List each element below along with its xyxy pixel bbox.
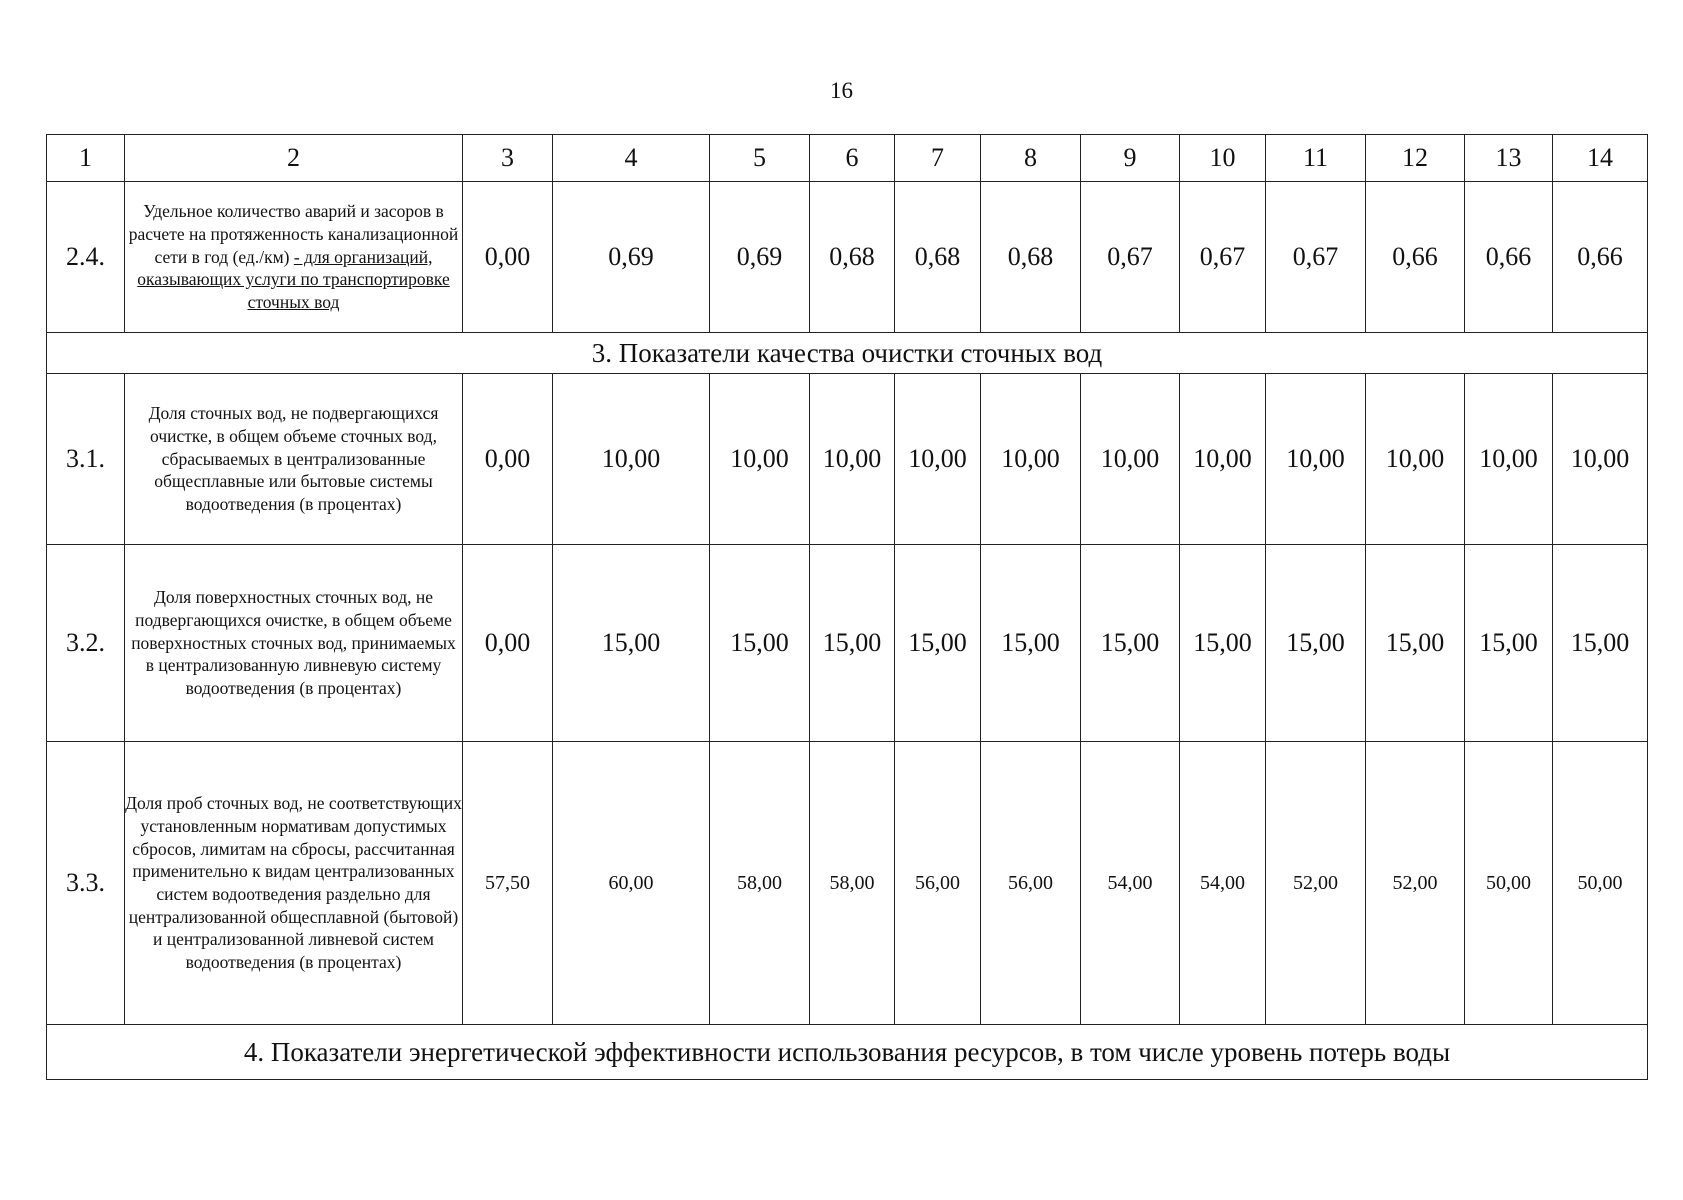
value-cell: 58,00 (810, 742, 895, 1025)
value-cell: 10,00 (1081, 374, 1180, 545)
description-text: Удельное количество аварий и засоров в расчете на протяженность канализационной сети в год (ед./км) (128, 201, 459, 267)
value-cell: 0,67 (1081, 182, 1180, 333)
indicators-table (46, 134, 1648, 1080)
value-cell: 0,66 (1465, 182, 1553, 333)
value-cell: 15,00 (895, 545, 981, 742)
table-row-3-2 (47, 545, 1648, 742)
value-cell: 10,00 (1366, 374, 1465, 545)
row-description: Доля поверхностных сточных вод, не подвергающихся очистке, в общем объеме поверхностных сточных вод, принимаемых в централизованную ливневую систему водоотведения (в процентах) (125, 545, 463, 742)
value-cell: 0,69 (710, 182, 810, 333)
value-cell: 56,00 (981, 742, 1081, 1025)
value-cell: 60,00 (553, 742, 710, 1025)
column-header: 4 (553, 135, 710, 182)
value-cell: 52,00 (1266, 742, 1366, 1025)
value-cell: 15,00 (1366, 545, 1465, 742)
row-number: 3.3. (47, 742, 125, 1025)
value-cell: 15,00 (1266, 545, 1366, 742)
row-description (125, 182, 463, 333)
value-cell: 15,00 (1081, 545, 1180, 742)
value-cell: 15,00 (1465, 545, 1553, 742)
value-cell: 10,00 (810, 374, 895, 545)
column-header: 13 (1465, 135, 1553, 182)
section-row-3 (47, 333, 1648, 374)
value-cell: 15,00 (810, 545, 895, 742)
column-header: 9 (1081, 135, 1180, 182)
value-cell: 0,67 (1266, 182, 1366, 333)
value-cell: 15,00 (710, 545, 810, 742)
value-cell: 52,00 (1366, 742, 1465, 1025)
column-header: 7 (895, 135, 981, 182)
column-header: 6 (810, 135, 895, 182)
column-header: 14 (1553, 135, 1648, 182)
value-cell: 58,00 (710, 742, 810, 1025)
section-row-4 (47, 1025, 1648, 1080)
value-cell: 15,00 (553, 545, 710, 742)
value-cell: 0,68 (981, 182, 1081, 333)
value-cell: 57,50 (463, 742, 553, 1025)
value-cell: 15,00 (1180, 545, 1266, 742)
value-cell: 54,00 (1081, 742, 1180, 1025)
table-row-3-1 (47, 374, 1648, 545)
value-cell: 0,00 (463, 374, 553, 545)
value-cell: 10,00 (1180, 374, 1266, 545)
value-cell: 0,66 (1553, 182, 1648, 333)
value-cell: 0,68 (810, 182, 895, 333)
value-cell: 15,00 (981, 545, 1081, 742)
column-header: 1 (47, 135, 125, 182)
value-cell: 50,00 (1553, 742, 1648, 1025)
row-number: 3.2. (47, 545, 125, 742)
column-header: 11 (1266, 135, 1366, 182)
value-cell: 50,00 (1465, 742, 1553, 1025)
value-cell: 0,00 (463, 182, 553, 333)
row-number: 2.4. (47, 182, 125, 333)
value-cell: 0,69 (553, 182, 710, 333)
section-3-title: 3. Показатели качества очистки сточных вод (47, 333, 1648, 374)
value-cell: 10,00 (1266, 374, 1366, 545)
value-cell: 10,00 (1553, 374, 1648, 545)
column-header-row (47, 135, 1648, 182)
value-cell: 0,68 (895, 182, 981, 333)
value-cell: 0,66 (1366, 182, 1465, 333)
row-description: Доля сточных вод, не подвергающихся очистке, в общем объеме сточных вод, сбрасываемых в централизованные общесплавные или бытовые системы водоотведения (в процентах) (125, 374, 463, 545)
row-number: 3.1. (47, 374, 125, 545)
value-cell: 54,00 (1180, 742, 1266, 1025)
value-cell: 0,00 (463, 545, 553, 742)
column-header: 12 (1366, 135, 1465, 182)
column-header: 5 (710, 135, 810, 182)
column-header: 2 (125, 135, 463, 182)
value-cell: 56,00 (895, 742, 981, 1025)
value-cell: 0,67 (1180, 182, 1266, 333)
value-cell: 10,00 (895, 374, 981, 545)
value-cell: 10,00 (710, 374, 810, 545)
description-underlined-text: - для организаций, оказывающих услуги по транспортировке сточных вод (137, 246, 450, 313)
row-description: Доля проб сточных вод, не соответствующих установленным нормативам допустимых сбросов, лимитам на сбросы, рассчитанная применительно к видам централизованных систем водоотведения раздельно для централизованной общесплавной (бытовой) и централизованной ливневой систем водоотведения (в процентах) (125, 742, 463, 1025)
section-4-title: 4. Показатели энергетической эффективности использования ресурсов, в том числе уровень потерь воды (47, 1025, 1648, 1080)
column-header: 10 (1180, 135, 1266, 182)
column-header: 8 (981, 135, 1081, 182)
table-row-2-4 (47, 182, 1648, 333)
value-cell: 10,00 (1465, 374, 1553, 545)
value-cell: 15,00 (1553, 545, 1648, 742)
table-row-3-3 (47, 742, 1648, 1025)
value-cell: 10,00 (553, 374, 710, 545)
page-number: 16 (830, 78, 853, 103)
column-header: 3 (463, 135, 553, 182)
value-cell: 10,00 (981, 374, 1081, 545)
